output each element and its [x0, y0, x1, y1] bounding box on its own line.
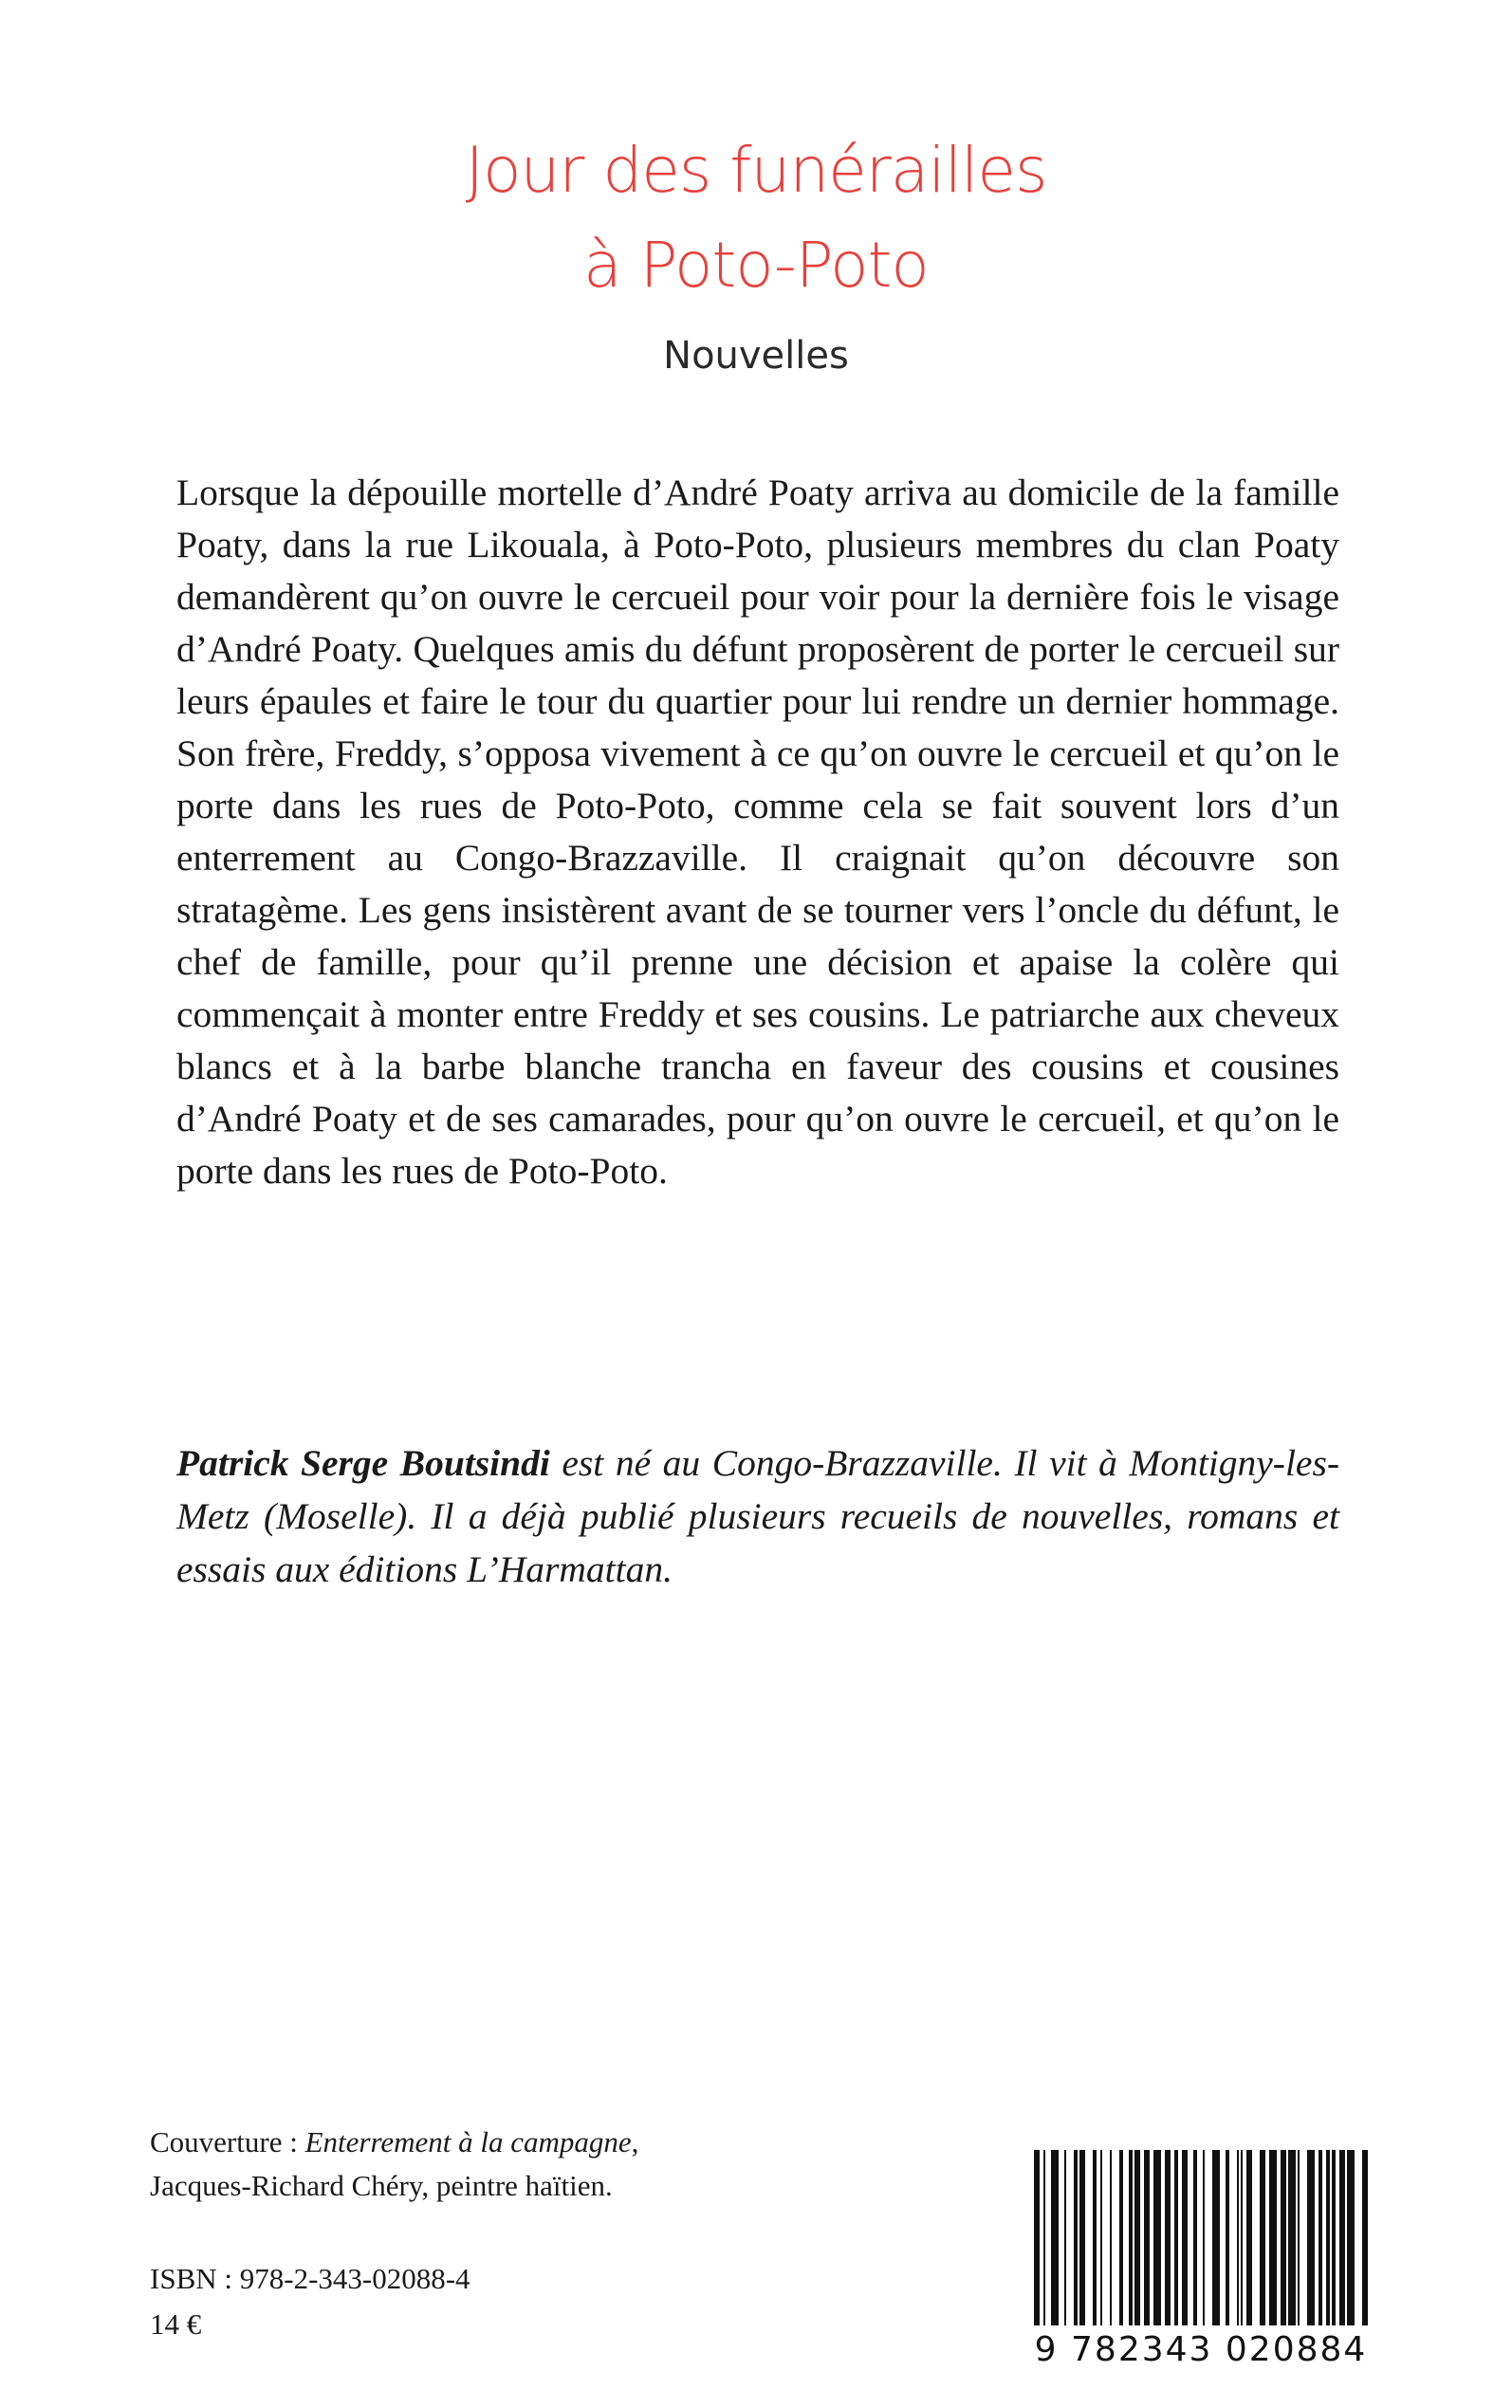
- barcode-bar: [1237, 2150, 1239, 2325]
- barcode-bar: [1332, 2150, 1336, 2325]
- book-title-line-2: à Poto-Poto: [583, 229, 929, 302]
- barcode-bar: [1144, 2150, 1150, 2325]
- barcode-bar: [1064, 2150, 1066, 2325]
- barcode-bar: [1212, 2150, 1220, 2325]
- back-cover-blurb: Lorsque la dépouille mortelle d’André Poaty arriva au domicile de la famille Poaty, dans la rue Likouala, à Poto-Poto, plusieurs membres du clan Poaty demandèrent qu’on ouvre le cercueil pour voir pour la dernière fois le visage d’André Poaty. Quelques amis du défunt proposèrent de porter le cercueil sur leurs épaules et faire le tour du quartier pour lui rendre un dernier hommage. Son frère, Freddy, s’opposa vivement à ce qu’on ouvre le cercueil et qu’on le porte dans les rues de Poto-Poto, comme cela se fait souvent lors d’un enterrement au Congo-Brazzaville. Il craignait qu’on découvre son stratagème. Les gens insistèrent avant de se tourner vers l’oncle du défunt, le chef de famille, pour qu’il prenne une décision et apaise la colère qui commençait à monter entre Freddy et ses cousins. Le patriarche aux cheveux blancs et à la barbe blanche trancha en faveur des cousins et cousines d’André Poaty et de ses camarades, pour qu’on ouvre le cercueil, et qu’on le porte dans les rues de Poto-Poto.: [176, 472, 1339, 1192]
- barcode-bar: [1347, 2150, 1355, 2325]
- barcode-bar: [1034, 2150, 1040, 2325]
- barcode-bar: [1326, 2150, 1330, 2325]
- barcode-bar: [1203, 2150, 1205, 2325]
- barcode-bar: [1193, 2150, 1197, 2325]
- barcode-bar: [1079, 2150, 1085, 2325]
- barcode-bars: [1030, 2150, 1372, 2330]
- barcode-bar: [1288, 2150, 1296, 2325]
- barcode-bar: [1226, 2150, 1229, 2325]
- barcode-bar: [1318, 2150, 1322, 2325]
- barcode-bar: [1174, 2150, 1178, 2325]
- barcode-bar: [1307, 2150, 1315, 2325]
- barcode-digits: 9 782343 020884: [1034, 2330, 1368, 2369]
- cover-credit-label: Couverture :: [150, 2125, 305, 2158]
- price: 14 €: [150, 2307, 202, 2341]
- barcode-bar: [1051, 2150, 1059, 2325]
- cover-credit-line-2: Jacques-Richard Chéry, peintre haïtien.: [150, 2169, 613, 2202]
- barcode-bar: [1246, 2150, 1252, 2325]
- barcode-bar: [1339, 2150, 1345, 2325]
- barcode-bar: [1110, 2150, 1112, 2325]
- cover-credit-line-1: [150, 2121, 638, 2164]
- barcode-bar: [1269, 2150, 1277, 2325]
- author-bio-text: est né au Congo-Brazzaville. Il vit à Montigny-les-Metz (Moselle). Il a déjà publié plusieurs recueils de nouvelles, romans et essais aux éditions L’Harmattan.: [176, 1442, 1339, 1590]
- barcode-bar: [1165, 2150, 1171, 2325]
- barcode-bar: [1362, 2150, 1368, 2325]
- barcode-bar: [1100, 2150, 1102, 2325]
- barcode-bar: [1298, 2150, 1300, 2325]
- book-title-line-1: Jour des funérailles: [465, 134, 1047, 207]
- isbn: ISBN : 978-2-343-02088-4: [150, 2262, 470, 2295]
- barcode: [1030, 2150, 1372, 2378]
- barcode-bar: [1182, 2150, 1188, 2325]
- barcode-bar: [1153, 2150, 1161, 2325]
- title-block: [0, 123, 1512, 378]
- barcode-bar: [1129, 2150, 1133, 2325]
- barcode-bar: [1043, 2150, 1045, 2325]
- barcode-bar: [1134, 2150, 1140, 2325]
- author-bio: [176, 1436, 1339, 1596]
- author-name: Patrick Serge Boutsindi: [176, 1442, 550, 1484]
- cover-credit-comma: ,: [631, 2125, 639, 2158]
- barcode-bar: [1093, 2150, 1097, 2325]
- cover-artwork-title: Enterrement à la campagne: [304, 2125, 632, 2158]
- barcode-bar: [1074, 2150, 1078, 2325]
- barcode-bar: [1241, 2150, 1243, 2325]
- cover-credits: [150, 2121, 638, 2208]
- barcode-bar: [1119, 2150, 1123, 2325]
- barcode-bar: [1260, 2150, 1265, 2325]
- barcode-bar: [1281, 2150, 1286, 2325]
- book-genre: Nouvelles: [663, 334, 849, 378]
